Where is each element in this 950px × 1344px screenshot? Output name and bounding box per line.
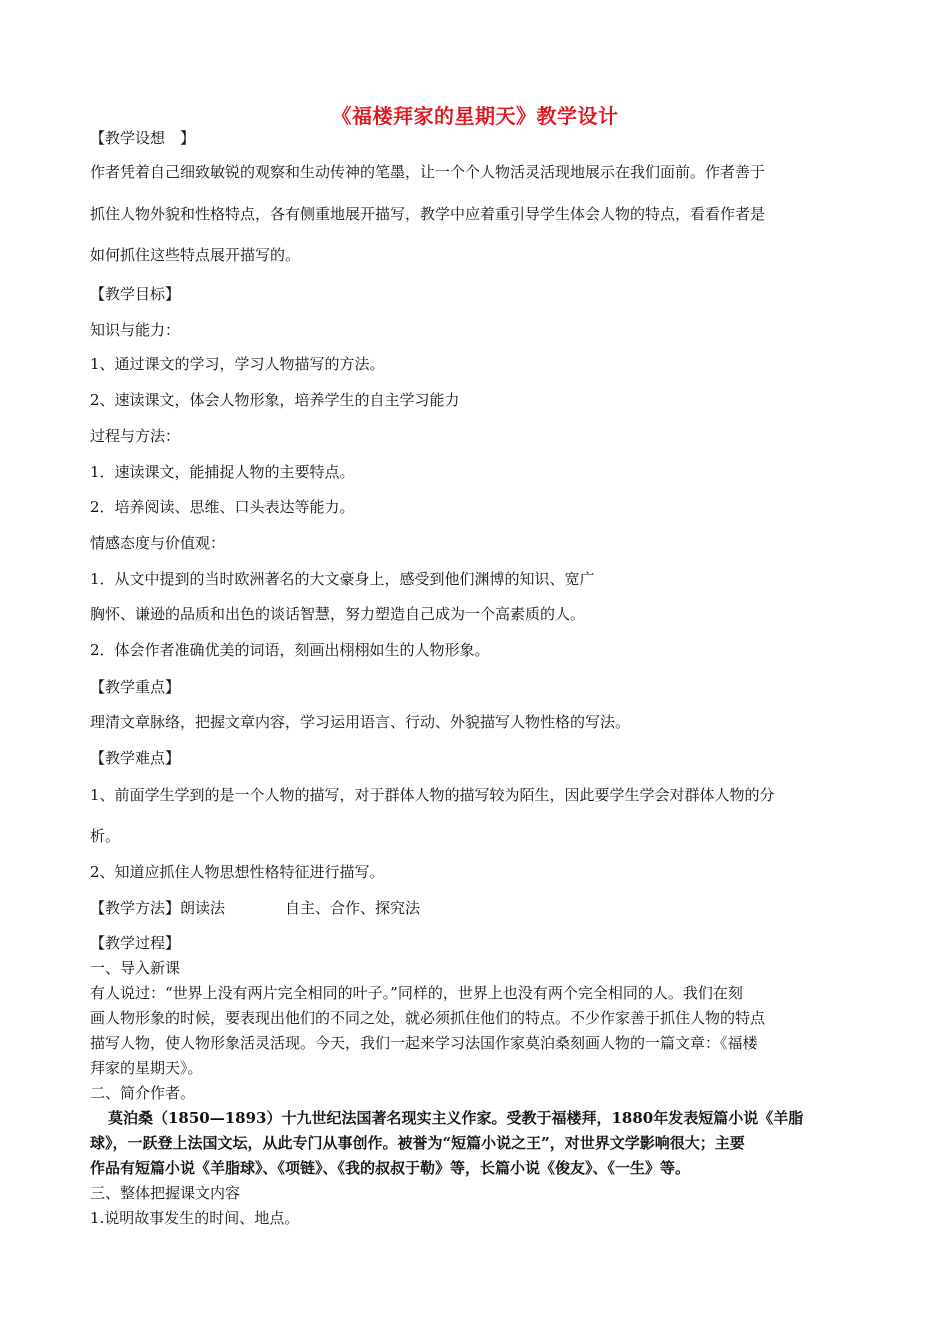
section-heading: 【教学目标】 [90,285,181,303]
teaching-method-line [90,898,420,918]
list-item: 2、知道应抓住人物思想性格特征进行描写。 [90,863,385,881]
list-item: 1、通过课文的学习，学习人物描写的方法。 [90,355,385,373]
list-item: 2、速读课文，体会人物形象，培养学生的自主学习能力 [90,391,460,409]
subheading: 二、简介作者。 [90,1084,196,1102]
list-item-continued: 胸怀、谦逊的品质和出色的谈话智慧，努力塑造自己成为一个高素质的人。 [90,605,586,623]
subheading: 一、导入新课 [90,959,181,977]
author-bio-line: 球》，一跃登上法国文坛，从此专门从事创作。被誉为“短篇小说之王”，对世界文学影响很大；主要 [90,1134,745,1152]
section-heading: 【教学设想 】 [90,129,196,147]
list-item: 2．体会作者准确优美的词语，刻画出栩栩如生的人物形象。 [90,641,490,659]
teaching-method-label: 【教学方法】朗读法 [90,899,226,917]
list-item: 1.说明故事发生的时间、地点。 [90,1209,300,1227]
section-heading: 【教学过程】 [90,934,181,952]
author-bio-line: 莫泊桑（1850—1893）十九世纪法国著名现实主义作家。受教于福楼拜，1880年发表短篇小说《羊脂 [108,1109,804,1127]
paragraph-line: 有人说过：“世界上没有两片完全相同的叶子。”同样的，世界上也没有两个完全相同的人。我们在刻 [90,984,743,1002]
section-heading: 【教学重点】 [90,678,181,696]
paragraph-line: 画人物形象的时候，要表现出他们的不同之处，就必须抓住他们的特点。不少作家善于抓住人物的特点 [90,1009,766,1027]
list-item: 1、前面学生学到的是一个人物的描写，对于群体人物的描写较为陌生，因此要学生学会对群体人物的分 [90,786,775,804]
teaching-method-list: 自主、合作、探究法 [285,899,421,917]
paragraph-line: 如何抓住这些特点展开描写的。 [90,246,301,264]
subheading: 过程与方法： [90,427,181,445]
paragraph-line: 抓住人物外貌和性格特点，各有侧重地展开描写，教学中应着重引导学生体会人物的特点，看看作者是 [90,205,766,223]
list-item-continued: 析。 [90,827,121,845]
list-item: 1．速读课文，能捕捉人物的主要特点。 [90,463,355,481]
section-heading: 【教学难点】 [90,749,181,767]
paragraph-line: 理清文章脉络，把握文章内容，学习运用语言、行动、外貌描写人物性格的写法。 [90,713,631,731]
subheading: 知识与能力： [90,321,181,339]
paragraph-line: 拜家的星期天》。 [90,1059,203,1077]
document-title: 《福楼拜家的星期天》教学设计 [331,104,619,128]
paragraph-line: 描写人物，使人物形象活灵活现。今天，我们一起来学习法国作家莫泊桑刻画人物的一篇文章：《福楼 [90,1034,758,1052]
paragraph-line: 作者凭着自己细致敏锐的观察和生动传神的笔墨，让一个个人物活灵活现地展示在我们面前。作者善于 [90,163,766,181]
list-item: 1．从文中提到的当时欧洲著名的大文豪身上，感受到他们渊博的知识、宽广 [90,570,595,588]
subheading: 情感态度与价值观： [90,534,226,552]
subheading: 三、整体把握课文内容 [90,1184,241,1202]
list-item: 2．培养阅读、思维、口头表达等能力。 [90,498,355,516]
author-bio-line: 作品有短篇小说《羊脂球》、《项链》、《我的叔叔于勒》等，长篇小说《俊友》、《一生》等。 [90,1159,691,1177]
